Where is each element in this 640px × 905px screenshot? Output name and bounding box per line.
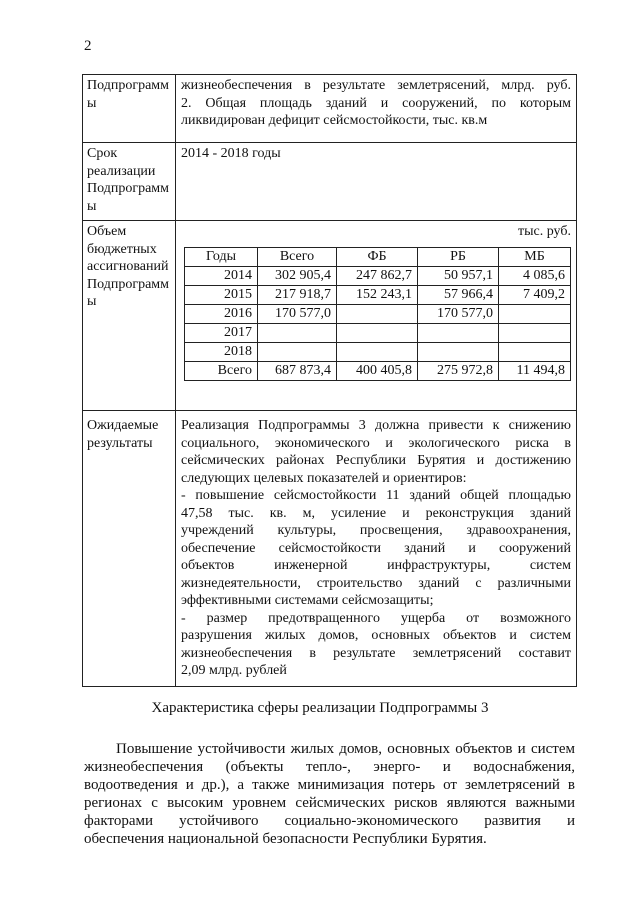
budget-cell-fb: 400 405,8 (337, 361, 418, 380)
value-line: - размер предотвращенного ущерба от возможного (181, 610, 571, 626)
budget-cell-year: Всего (185, 361, 258, 380)
budget-cell-total: 687 873,4 (258, 361, 337, 380)
paragraph-line: обеспечения национальной безопасности Республики Бурятия. (84, 831, 487, 847)
budget-header-row (185, 247, 571, 266)
value-line: социального, экономического и экологического риска в (181, 435, 571, 451)
label-line: результаты (87, 435, 153, 451)
budget-cell-mb (499, 342, 571, 361)
section-title: Характеристика сферы реализации Подпрограммы 3 (151, 700, 489, 716)
budget-row (185, 266, 571, 285)
budget-cell-total: 217 918,7 (258, 285, 337, 304)
passport-row-indicators (83, 75, 577, 143)
passport-value-period (176, 143, 577, 221)
subprogram-passport-table (82, 74, 577, 687)
value-line: сейсмических районах Республики Бурятия и достижению (181, 453, 571, 468)
value-line: учреждений культуры, просвещения, здравоохранения, (181, 523, 571, 538)
budget-header-year: Годы (185, 247, 258, 266)
body-paragraph (84, 740, 575, 848)
budget-cell-year: 2018 (185, 342, 258, 361)
passport-row-results (83, 411, 577, 687)
budget-cell-rb: 57 966,4 (418, 285, 499, 304)
label-line: Ожидаемые (87, 418, 159, 433)
value-line: эффективными системами сейсмозащиты; (181, 593, 434, 608)
value-line: обеспечение сейсмостойкости зданий и сооружений (181, 540, 571, 556)
value-line: Реализация Подпрограммы 3 должна привести к снижению (181, 418, 571, 433)
budget-row (185, 304, 571, 323)
label-line: Объем (87, 224, 127, 239)
budget-cell-rb (418, 323, 499, 342)
value-line: жизнеобеспечения в результате землетрясений составит (181, 645, 571, 661)
value-line: 2014 - 2018 годы (181, 146, 281, 161)
budget-row (185, 342, 571, 361)
budget-cell-fb: 152 243,1 (337, 285, 418, 304)
value-line: 47,58 тыс. кв. м, усиление и реконструкция зданий (181, 505, 571, 521)
passport-value-results (176, 411, 577, 687)
budget-cell-fb: 247 862,7 (337, 266, 418, 285)
label-line: ы (87, 95, 97, 111)
label-line: Подпрограмм (87, 181, 169, 196)
budget-row (185, 323, 571, 342)
passport-row-budget (83, 221, 577, 411)
passport-label-results (83, 411, 176, 687)
budget-header-mb: МБ (499, 247, 571, 266)
passport-label-period (83, 143, 176, 221)
label-line: ы (87, 294, 97, 309)
value-line: 2,09 млрд. рублей (181, 663, 287, 678)
budget-row (185, 285, 571, 304)
budget-table (184, 247, 571, 381)
budget-header-rb: РБ (418, 247, 499, 266)
budget-cell-rb: 170 577,0 (418, 304, 499, 323)
label-line: Подпрограмм (87, 276, 169, 292)
label-line: бюджетных (87, 241, 157, 257)
budget-cell-rb: 275 972,8 (418, 361, 499, 380)
paragraph-line: водоотведения и др.), а также минимизация потерь от землетрясений в (84, 777, 575, 793)
budget-cell-fb (337, 342, 418, 361)
budget-cell-total (258, 323, 337, 342)
budget-cell-total: 302 905,4 (258, 266, 337, 285)
paragraph-line: Повышение устойчивости жилых домов, основных объектов и систем (116, 741, 575, 757)
passport-row-period (83, 143, 577, 221)
page-number: 2 (84, 38, 92, 54)
budget-unit: тыс. руб. (518, 224, 571, 239)
passport-value-indicators (176, 75, 577, 143)
paragraph-line: факторами устойчивого социально-экономического развития и (84, 813, 575, 829)
budget-cell-year: 2016 (185, 304, 258, 323)
budget-cell-total: 170 577,0 (258, 304, 337, 323)
passport-label-indicators (83, 75, 176, 143)
budget-total-row (185, 361, 571, 380)
budget-header-fb: ФБ (337, 247, 418, 266)
label-line: ассигнований (87, 259, 169, 274)
value-line: 2. Общая площадь зданий и сооружений, по которым (181, 95, 571, 111)
value-line: жизнедеятельности, строительство зданий с различными (181, 575, 571, 591)
budget-cell-rb (418, 342, 499, 361)
value-line: жизнеобеспечения в результате землетрясений, млрд. руб. (181, 78, 571, 93)
value-line: - повышение сейсмостойкости 11 зданий общей площадью (181, 488, 571, 503)
budget-cell-year: 2017 (185, 323, 258, 342)
paragraph-line: регионах с высоким уровнем сейсмических рисков являются важными (84, 795, 575, 811)
value-line: объектов инженерной инфраструктуры, систем (181, 558, 571, 573)
passport-value-budget (176, 221, 577, 411)
budget-cell-year: 2014 (185, 266, 258, 285)
label-line: ы (87, 198, 97, 214)
budget-header-total: Всего (258, 247, 337, 266)
budget-cell-mb (499, 304, 571, 323)
passport-label-budget (83, 221, 176, 411)
value-line: ликвидирован дефицит сейсмостойкости, тыс. кв.м (181, 113, 488, 128)
budget-cell-mb: 7 409,2 (499, 285, 571, 304)
budget-cell-mb: 11 494,8 (499, 361, 571, 380)
budget-cell-total (258, 342, 337, 361)
budget-cell-mb (499, 323, 571, 342)
budget-cell-mb: 4 085,6 (499, 266, 571, 285)
value-line: следующих целевых показателей и ориентиров: (181, 470, 467, 486)
budget-cell-fb (337, 304, 418, 323)
budget-cell-year: 2015 (185, 285, 258, 304)
label-line: Подпрограмм (87, 78, 169, 93)
label-line: Срок (87, 146, 118, 161)
label-line: реализации (87, 163, 156, 179)
paragraph-line: жизнеобеспечения (объекты тепло-, энерго- и водоснабжения, (84, 759, 575, 775)
budget-cell-rb: 50 957,1 (418, 266, 499, 285)
budget-cell-fb (337, 323, 418, 342)
value-line: разрушения жилых домов, основных объектов и систем (181, 628, 571, 643)
